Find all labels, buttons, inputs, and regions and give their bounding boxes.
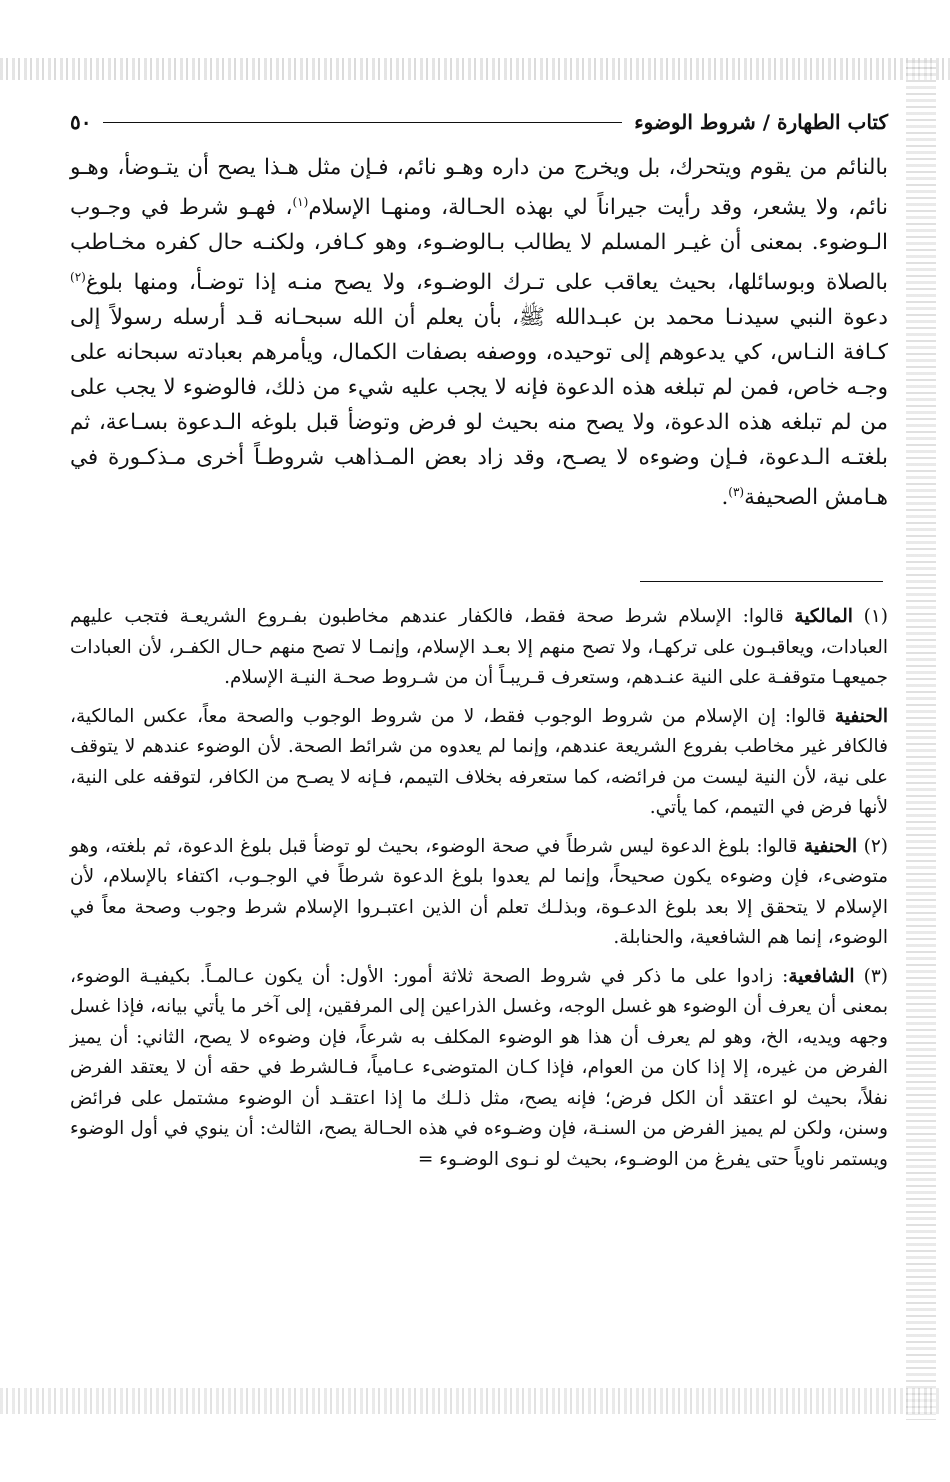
footnote-text: قالوا: الإسلام شرط صحة فقط، فالكفار عندهم مخاطبون بفـروع الشريعـة فتجب عليهم العبادات، ويعاقبـون على تركهـا، ولا تصح منهم إلا بعـد الإسلام، وإنمـا لا تصح منهم حـال الكفـر، لأن العبادات جميعهـا متوقفـة على النية عنـدهم، وستعرف قـريبـاً أن من شـروط صحـة النيـة الإسلام. xyxy=(70,606,888,688)
main-text-part-2: ، فهـو شرط في وجـوب الـوضوء. بمعنى أن غيـر المسلم لا يطالب بـالوضـوء، وهو كـافر، ولكنـه حال كفره مخـاطب بالصلاة وبوسائلها، بحيث يعاقب على تـرك الوضـوء، ولا يصح منـه إذا توضـأ، ومنها بلوغ xyxy=(70,195,888,296)
footnote-1 xyxy=(70,602,888,694)
page-number: ٥٠ xyxy=(70,110,92,134)
page-border-right xyxy=(906,60,936,1420)
footnote-separator xyxy=(640,581,883,582)
page-border-top xyxy=(0,58,950,80)
school-name: الحنفية xyxy=(834,705,888,727)
footnote-text: قالوا: إن الإسلام من شروط الوجوب فقط، لا من شروط الوجوب والصحة معاً، عكس المالكية، فالكافر غير مخاطب بفروع الشريعة عندهم، وإنما لم يعدوه من شرائط الصحة. لأن الوضوء عندهم لا يتوقف على نية، لأن النية ليست من فرائضه، كما ستعرفه بخلاف التيمم، فـإنه لا يصـح من الكافر، لتوقفه على النية، لأنها فرض في التيمم، كما يأتي. xyxy=(70,705,888,818)
header-rule xyxy=(103,122,622,123)
footnote-number: (٢) xyxy=(863,835,888,857)
main-text-part-1: بالنائم من يقوم ويتحرك، بل ويخرج من داره وهـو نائم، فـإن مثل هـذا يصح أن يتـوضأ، وهـو نائم، ولا يشعر، وقد رأيت جيراناً لي بهذه الحـالة، ومنهـا الإسلام xyxy=(70,155,888,221)
school-name: الحنفية xyxy=(803,835,858,857)
school-name: المالكية xyxy=(794,606,853,627)
main-text-part-3: دعوة النبي سيدنـا محمد بن عبـدالله ﷺ، بأن يعلم أن الله سبحـانه قـد أرسله رسولاً إلى كـافة النـاس، كي يدعوهم إلى توحيده، ووصفه بصفات الكمال، ويأمرهم بعبادته سبحانه على وجـه خاص، فمن لم تبلغه هذه الدعوة فإنه لا يجب عليه شيء من ذلك، فالوضوء لا يجب على من لم تبلغه هذه الدعوة، ولا يصح منه بحيث لو فرض وتوضأ قبل بلوغه الـدعوة بسـاعة، ثم بلغتـه الـدعوة، فـإن وضوءه لا يصـح، وقد زاد بعض المـذاهب شروطـاً أخرى مـذكـورة في هـامش الصحيفة xyxy=(70,305,888,511)
school-name: الشافعية xyxy=(788,965,855,987)
footnote-ref-3: (٣) xyxy=(728,485,745,500)
chapter-title: كتاب الطهارة / شروط الوضوء xyxy=(634,110,888,134)
page-border-bottom xyxy=(0,1388,940,1414)
footnote-3 xyxy=(70,962,888,1176)
footnote-ref-1: (١) xyxy=(292,195,309,209)
footnote-number: (١) xyxy=(863,606,889,627)
footnote-2 xyxy=(70,832,888,954)
footnote-1-continued xyxy=(70,702,888,824)
footnote-number: (٣) xyxy=(863,965,889,987)
footnote-ref-2: (٢) xyxy=(70,270,86,285)
footnote-text: : زادوا على ما ذكر في شروط الصحة ثلاثة أمور: الأول: أن يكون عـالمـاً. بكيفيـة الوضوء، بمعنى أن يعرف أن الوضوء هو غسل الوجه، وغسل الذراعين إلى المرفقين، إلى آخر ما يأتي بيانه، فإذا غسل وجهه ويديه، الخ، وهو لم يعرف أن هذا هو الوضوء المكلف به شرعاً، فإن وضوءه لا يصح، الثاني: أن يميز الفرض من غيره، إلا إذا كان من العوام، فإذا كـان المتوضىء عـامياً، فـالشرط في حقه أن لا يعتقد الفرض نفلاً، بحيث لو اعتقد أن الكل فرض؛ فإنه يصح، مثل ذلـك ما إذا اعتقـد أن الوضوء مشتمل على فرائض وسنن، ولكن لم يميز الفرض من السنـة، فإن وضـوءه في هذه الحـالة يصح، الثالث: أن ينوي في أول الوضوء ويستمر ناوياً حتى يفرغ من الوضـوء، بحيث لو نـوى الوضـوء = xyxy=(70,965,888,1170)
footnote-text: قالوا: بلوغ الدعوة ليس شرطاً في صحة الوضوء، بحيث لو توضأ قبل بلوغ الدعوة، ثم بلغته، وهو متوضىء، فإن وضوءه يكون صحيحاً، وإنما لم يعدوا بلوغ الدعوة شرطاً في الوجـوب، اكتفاء بالإسلام، لأن الإسلام لا يتحقق إلا بعد بلوغ الدعـوة، وبذلـك تعلم أن الذين اعتبـروا الإسلام شرط وجوب وصحة معاً في الوضوء، إنما هم الشافعية، والحنابلة. xyxy=(70,835,888,948)
main-text-end: . xyxy=(721,485,729,511)
running-header xyxy=(70,104,888,140)
footnotes xyxy=(70,602,888,1183)
main-text xyxy=(70,150,888,515)
